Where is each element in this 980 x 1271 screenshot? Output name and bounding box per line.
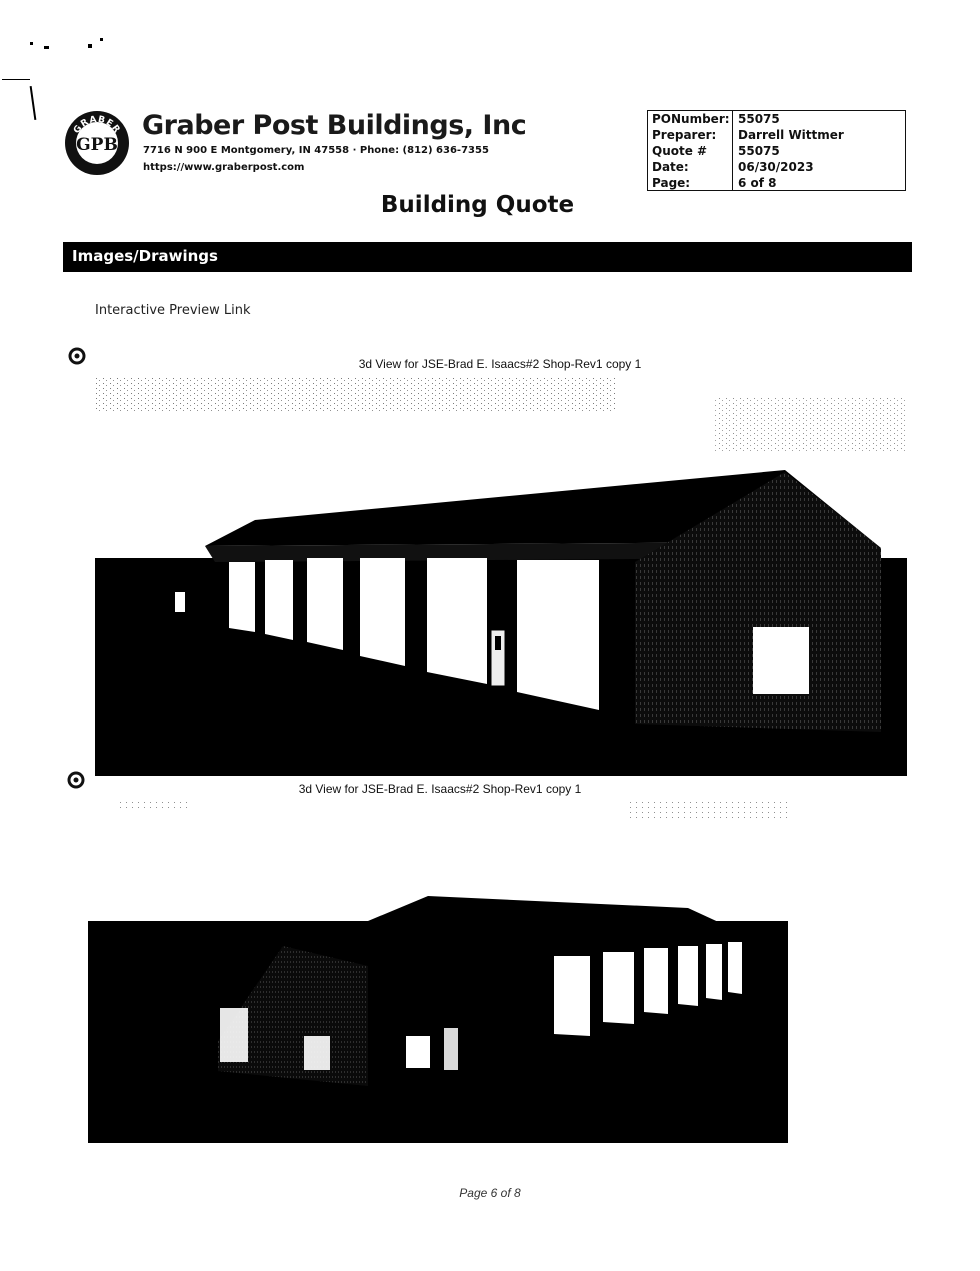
scan-artifact [88, 44, 92, 48]
page-footer: Page 6 of 8 [459, 1186, 521, 1200]
info-value: Darrell Wittmer [738, 128, 844, 142]
info-label: Page: [652, 176, 691, 190]
quote-info-box [647, 110, 906, 191]
scan-artifact [100, 38, 103, 41]
info-value: 55075 [738, 144, 780, 158]
section-header: Images/Drawings [63, 242, 912, 272]
info-label: Date: [652, 160, 689, 174]
scan-artifact [44, 46, 49, 49]
view-logo-icon [68, 347, 86, 365]
company-name: Graber Post Buildings, Inc [142, 110, 527, 141]
svg-text:GRABER: GRABER [72, 114, 123, 136]
scan-artifact [30, 86, 37, 120]
scan-artifact [2, 79, 30, 80]
view-logo-icon [67, 771, 85, 789]
scan-artifact [30, 42, 33, 45]
interactive-preview-link[interactable]: Interactive Preview Link [95, 303, 251, 318]
company-address: 7716 N 900 E Montgomery, IN 47558 · Phone: (812) 636-7355 [143, 145, 489, 156]
info-label: Preparer: [652, 128, 717, 142]
company-url[interactable]: https://www.graberpost.com [143, 162, 305, 173]
info-label: Quote # [652, 144, 708, 158]
info-value: 6 of 8 [738, 176, 777, 190]
view-caption: 3d View for JSE-Brad E. Isaacs#2 Shop-Rev1 copy 1 [358, 357, 642, 371]
view-caption: 3d View for JSE-Brad E. Isaacs#2 Shop-Rev1 copy 1 [298, 782, 582, 796]
info-value: 55075 [738, 112, 780, 126]
company-logo [64, 110, 130, 176]
info-value: 06/30/2023 [738, 160, 814, 174]
building-3d-view-front [95, 372, 907, 776]
info-label: PONumber: [652, 112, 730, 126]
building-3d-view-rear [88, 796, 788, 1143]
document-title: Building Quote [380, 192, 575, 218]
svg-text:GPB: GPB [76, 135, 118, 155]
